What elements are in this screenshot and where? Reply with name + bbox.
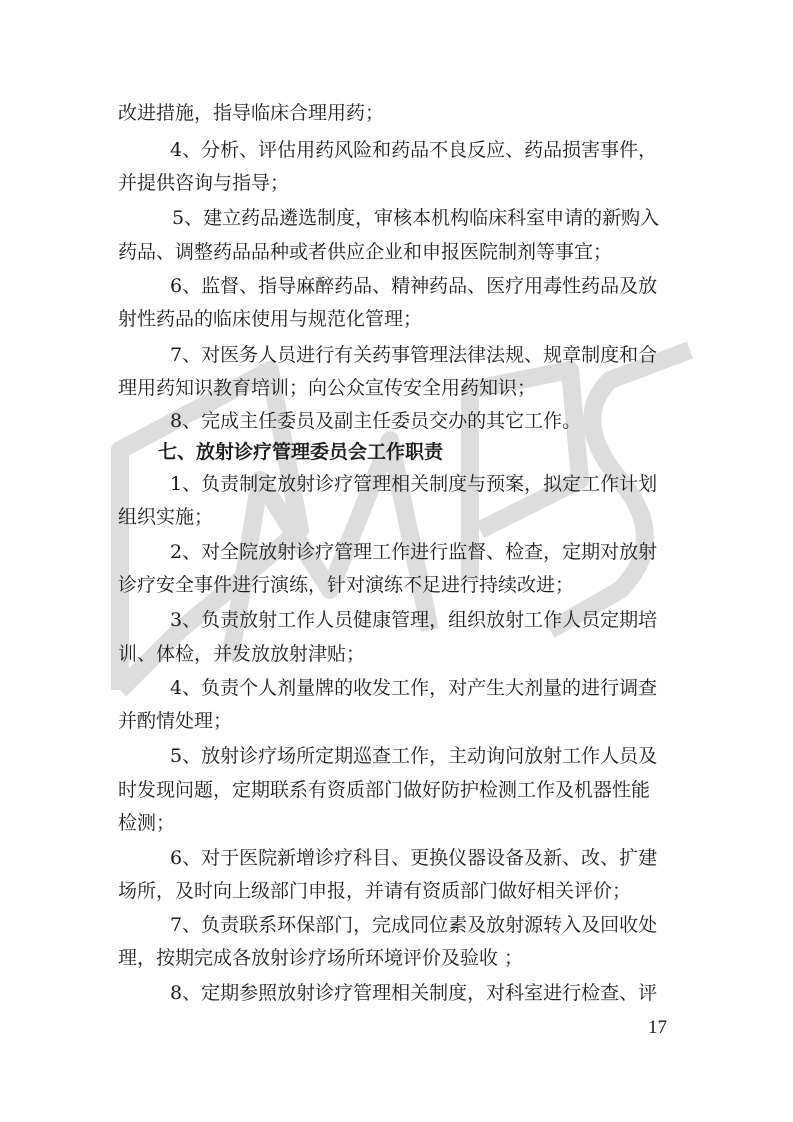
text-line: 理，按期完成各放射诊疗场所环境评价及验收 ； <box>118 947 524 969</box>
text-line: 2、对全院放射诊疗管理工作进行监督、检查，定期对放射 <box>170 541 658 563</box>
text-line: 7、对医务人员进行有关药事管理法律法规、规章制度和合 <box>170 344 658 366</box>
text-line: 并提供咨询与指导； <box>118 172 290 194</box>
text-line: 3、负责放射工作人员健康管理，组织放射工作人员定期培 <box>170 609 658 631</box>
text-line: 7、负责联系环保部门，完成同位素及放射源转入及回收处 <box>170 914 658 936</box>
text-line: 5、建立药品遴选制度，审核本机构临床科室申请的新购入 <box>172 207 660 229</box>
text-line: 并酌情处理； <box>118 710 233 732</box>
text-line: 6、监督、指导麻醉药品、精神药品、医疗用毒性药品及放 <box>170 275 658 297</box>
text-line: 诊疗安全事件进行演练，针对演练不足进行持续改进； <box>118 574 575 596</box>
text-line: 组织实施； <box>118 506 214 528</box>
text-line: 射性药品的临床使用与规范化管理； <box>118 308 423 330</box>
text-line: 5、放射诊疗场所定期巡查工作，主动询问放射工作人员及 <box>170 745 658 767</box>
page-number: 17 <box>648 1017 667 1038</box>
text-line: 4、负责个人剂量牌的收发工作，对产生大剂量的进行调查 <box>170 677 658 699</box>
text-line: 4、分析、评估用药风险和药品不良反应、药品损害事件， <box>170 139 658 161</box>
text-line: 8、完成主任委员及副主任委员交办的其它工作。 <box>170 410 582 432</box>
text-line: 检测； <box>118 812 176 834</box>
text-line: 8、定期参照放射诊疗管理相关制度，对科室进行检查、评 <box>170 982 658 1004</box>
text-line: 时发现问题，定期联系有资质部门做好防护检测工作及机器性能 <box>118 779 651 801</box>
text-line: 理用药知识教育培训；向公众宣传安全用药知识； <box>118 377 537 399</box>
watermark-text: WPS <box>100 330 103 331</box>
text-line: 6、对于医院新增诊疗科目、更换仪器设备及新、改、扩建 <box>170 847 658 869</box>
text-line: 1、负责制定放射诊疗管理相关制度与预案，拟定工作计划 <box>170 473 658 495</box>
text-line: 训、体检，并发放放射津贴； <box>118 643 366 665</box>
text-line: 场所，及时向上级部门申报，并请有资质部门做好相关评价； <box>118 880 632 902</box>
text-line: 改进措施，指导临床合理用药； <box>118 102 385 124</box>
text-line: 药品、调整药品品种或者供应企业和申报医院制剂等事宜； <box>118 241 613 263</box>
section-heading: 七、放射诊疗管理委员会工作职责 <box>158 441 444 463</box>
